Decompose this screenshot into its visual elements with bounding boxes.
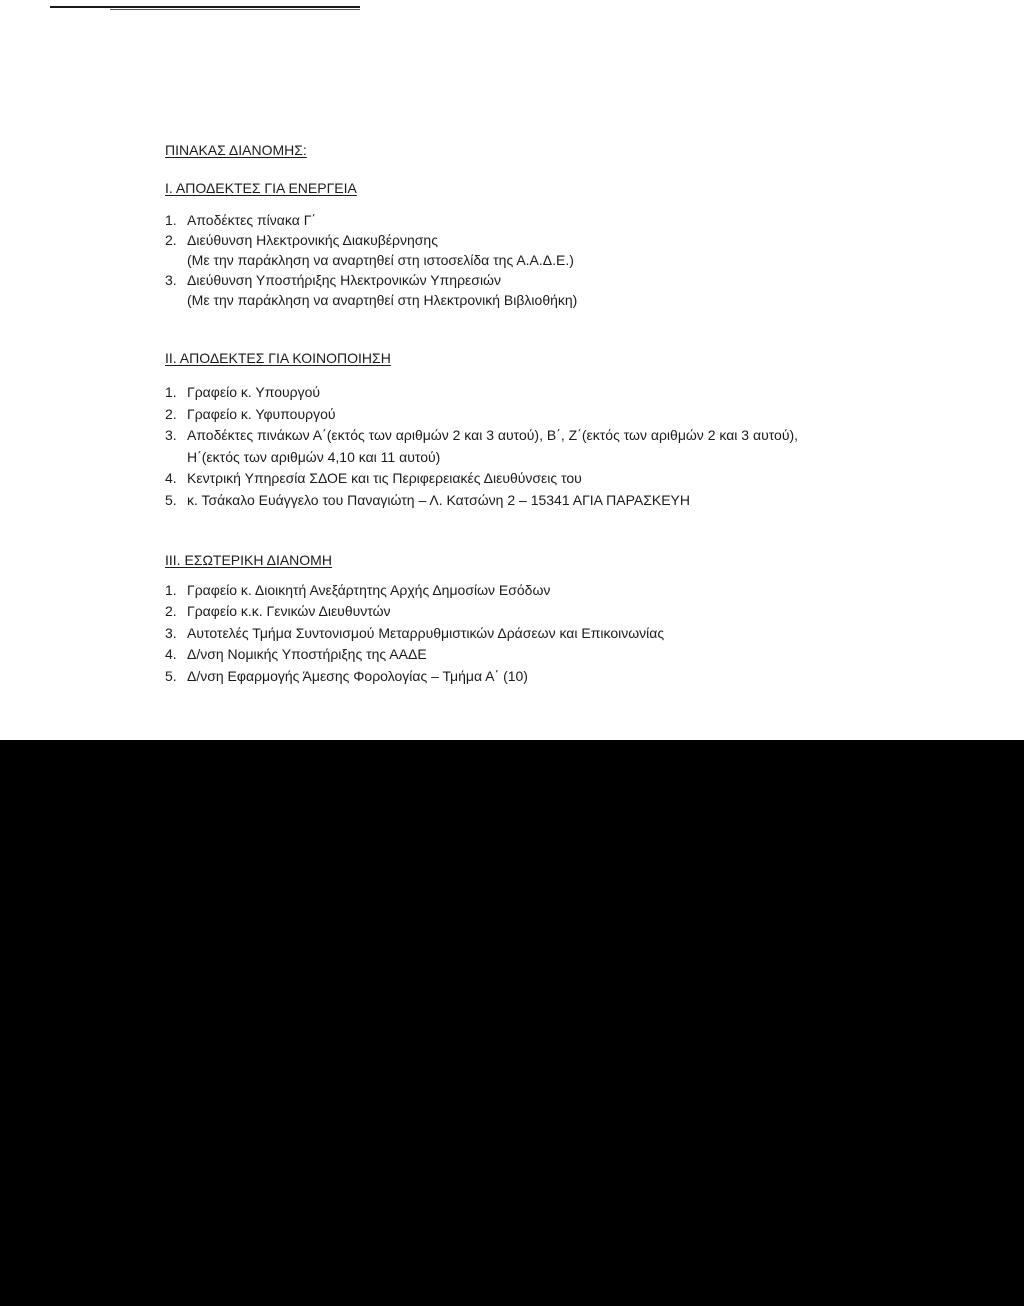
item-text: Κεντρική Υπηρεσία ΣΔΟΕ και τις Περιφερειακές Διευθύνσεις του xyxy=(187,470,582,487)
item-note: Η΄(εκτός των αριθμών 4,10 και 11 αυτού) xyxy=(187,448,441,465)
list-item xyxy=(165,601,985,623)
action-recipients-list xyxy=(165,210,985,310)
item-number: 2. xyxy=(165,232,177,248)
section-heading-action: Ι. ΑΠΟΔΕΚΤΕΣ ΓΙΑ ΕΝΕΡΓΕΙΑ xyxy=(165,180,357,196)
item-number: 4. xyxy=(165,646,177,663)
item-number: 2. xyxy=(165,405,177,422)
item-text: Δ/νση Νομικής Υποστήριξης της ΑΑΔΕ xyxy=(187,646,427,663)
item-number: 1. xyxy=(165,212,177,228)
notification-recipients-list xyxy=(165,382,985,512)
document-title: ΠΙΝΑΚΑΣ ΔΙΑΝΟΜΗΣ: xyxy=(165,142,307,158)
list-item xyxy=(165,425,985,468)
scan-artifact-line-thin xyxy=(110,9,360,10)
section-heading-internal: ΙΙΙ. ΕΣΩΤΕΡΙΚΗ ΔΙΑΝΟΜΗ xyxy=(165,551,332,568)
item-text: Γραφείο κ. Διοικητή Ανεξάρτητης Αρχής Δημοσίων Εσόδων xyxy=(187,581,551,598)
internal-distribution-list xyxy=(165,580,985,688)
item-body xyxy=(187,425,985,468)
scan-artifact-line xyxy=(50,6,360,8)
item-number: 2. xyxy=(165,603,177,620)
item-text: Γραφείο κ. Υφυπουργού xyxy=(187,405,336,422)
item-body xyxy=(187,270,985,310)
item-number: 3. xyxy=(165,624,177,641)
item-text: Αποδέκτες πίνακα Γ΄ xyxy=(187,212,317,228)
item-text: Διεύθυνση Υποστήριξης Ηλεκτρονικών Υπηρεσιών xyxy=(187,272,501,288)
item-text: Αυτοτελές Τμήμα Συντονισμού Μεταρρυθμιστικών Δράσεων και Επικοινωνίας xyxy=(187,624,665,641)
list-item xyxy=(165,490,985,512)
list-item xyxy=(165,468,985,490)
list-item xyxy=(165,644,985,666)
item-number: 1. xyxy=(165,384,177,400)
list-item xyxy=(165,580,985,602)
item-text: Γραφείο κ. Υπουργού xyxy=(187,384,321,400)
item-number: 3. xyxy=(165,272,177,288)
distribution-table xyxy=(165,140,985,688)
list-item xyxy=(165,270,985,310)
item-note: (Με την παράκληση να αναρτηθεί στη Ηλεκτρονική Βιβλιοθήκη) xyxy=(187,292,578,308)
item-text: Διεύθυνση Ηλεκτρονικής Διακυβέρνησης xyxy=(187,232,438,248)
item-text: κ. Τσάκαλο Ευάγγελο του Παναγιώτη – Λ. Κατσώνη 2 – 15341 ΑΓΙΑ ΠΑΡΑΣΚΕΥΗ xyxy=(187,491,690,508)
list-item xyxy=(165,210,985,230)
list-item xyxy=(165,230,985,270)
list-item xyxy=(165,623,985,645)
item-note: (Με την παράκληση να αναρτηθεί στη ιστοσελίδα της Α.Α.Δ.Ε.) xyxy=(187,252,574,268)
list-item xyxy=(165,404,985,426)
item-number: 4. xyxy=(165,470,177,487)
item-number: 3. xyxy=(165,427,177,444)
item-text: Δ/νση Εφαρμογής Άμεσης Φορολογίας – Τμήμα Α΄ (10) xyxy=(187,667,528,684)
list-item xyxy=(165,382,985,404)
item-number: 5. xyxy=(165,667,177,684)
item-number: 1. xyxy=(165,581,177,598)
item-text: Γραφείο κ.κ. Γενικών Διευθυντών xyxy=(187,603,391,620)
section-heading-notification: ΙΙ. ΑΠΟΔΕΚΤΕΣ ΓΙΑ ΚΟΙΝΟΠΟΙΗΣΗ xyxy=(165,350,391,366)
list-item xyxy=(165,666,985,688)
item-body xyxy=(187,230,985,270)
item-number: 5. xyxy=(165,491,177,508)
item-text: Αποδέκτες πινάκων Α΄(εκτός των αριθμών 2 και 3 αυτού), Β΄, Ζ΄(εκτός των αριθμών 2 και 3 αυτού), xyxy=(187,427,799,444)
